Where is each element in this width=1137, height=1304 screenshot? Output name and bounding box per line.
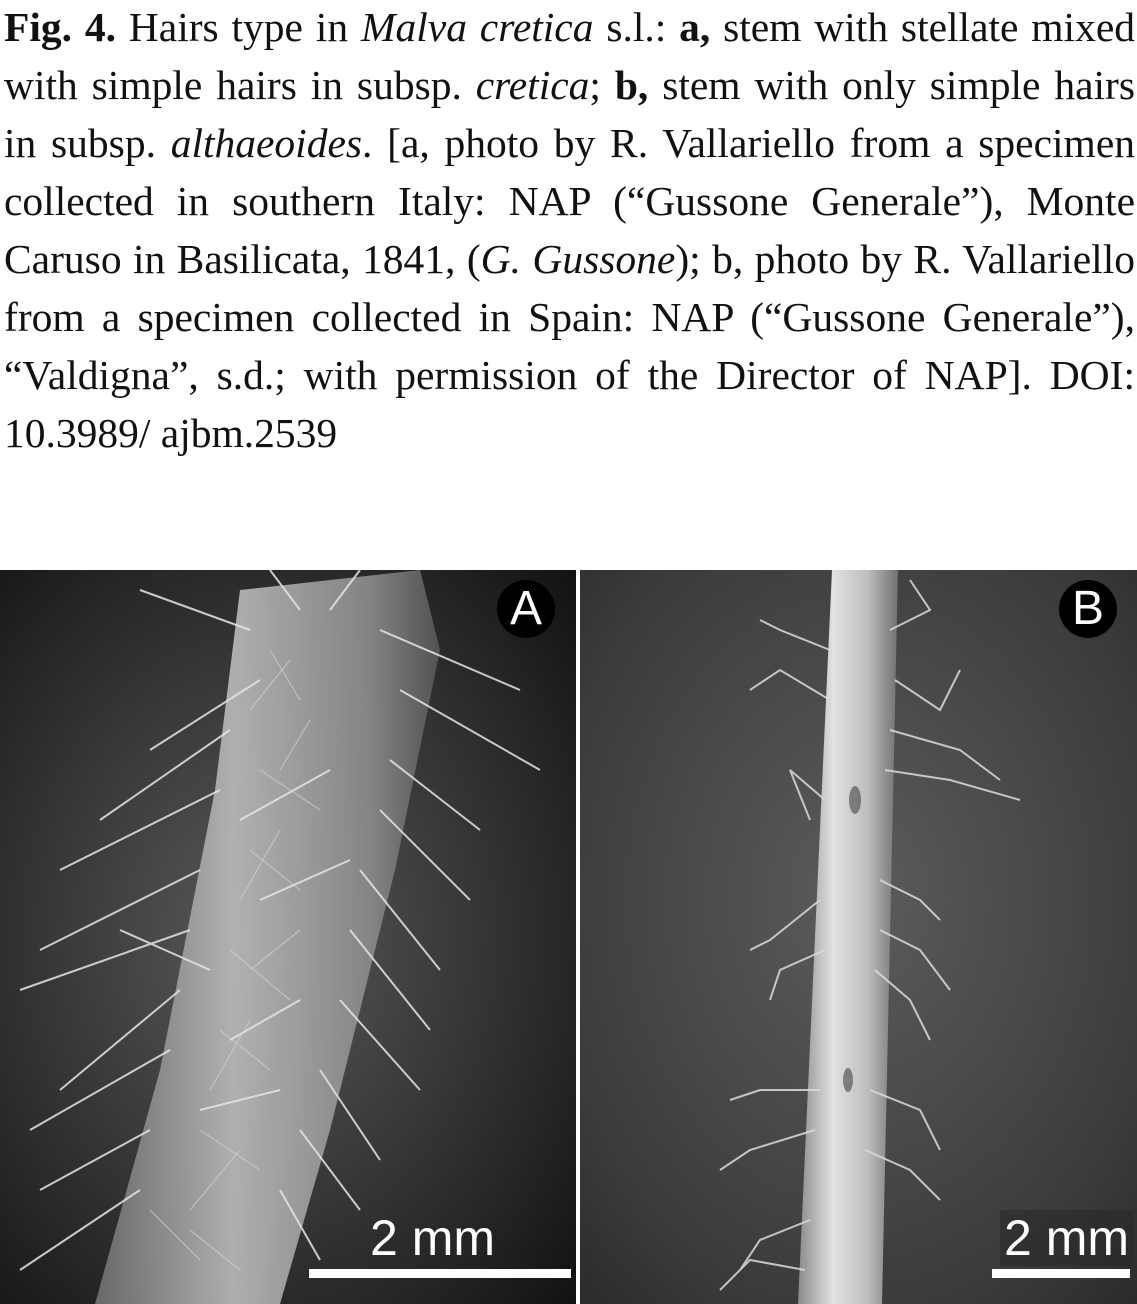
scale-bar-label-b: 2 mm [1000, 1210, 1133, 1266]
scale-bar-b [992, 1269, 1130, 1278]
panel-letter-a: A [497, 580, 555, 638]
photo-panel-b [580, 570, 1137, 1304]
scale-bar-a [309, 1269, 571, 1278]
figure-caption: Fig. 4. Hairs type in Malva cretica s.l.: a, stem with stellate mixed with simple hairs in subsp. cretica; b, stem with only simple hairs in subsp. althaeoides. [a, photo by R. Vallariello from a specimen collected in southern Italy: NAP (“Gussone Generale”), Monte Caruso in Basilicata, 1841, (G. Gussone); b, photo by R. Vallariello from a specimen collected in Spain: NAP (“Gussone Generale”), “Valdigna”, s.d.; with permission of the Director of NAP]. DOI: 10.3989/ ajbm.2539 [4, 4, 1136, 456]
figure-label: Fig. 4. [4, 4, 116, 50]
species-name: Malva cretica [360, 4, 594, 50]
stem-photo-a [0, 570, 576, 1304]
photo-panel-a [0, 570, 576, 1304]
scale-bar-label-a: 2 mm [370, 1210, 495, 1266]
figure-photos [0, 570, 1137, 1304]
stem-photo-b [580, 570, 1137, 1304]
panel-letter-b: B [1059, 580, 1117, 638]
